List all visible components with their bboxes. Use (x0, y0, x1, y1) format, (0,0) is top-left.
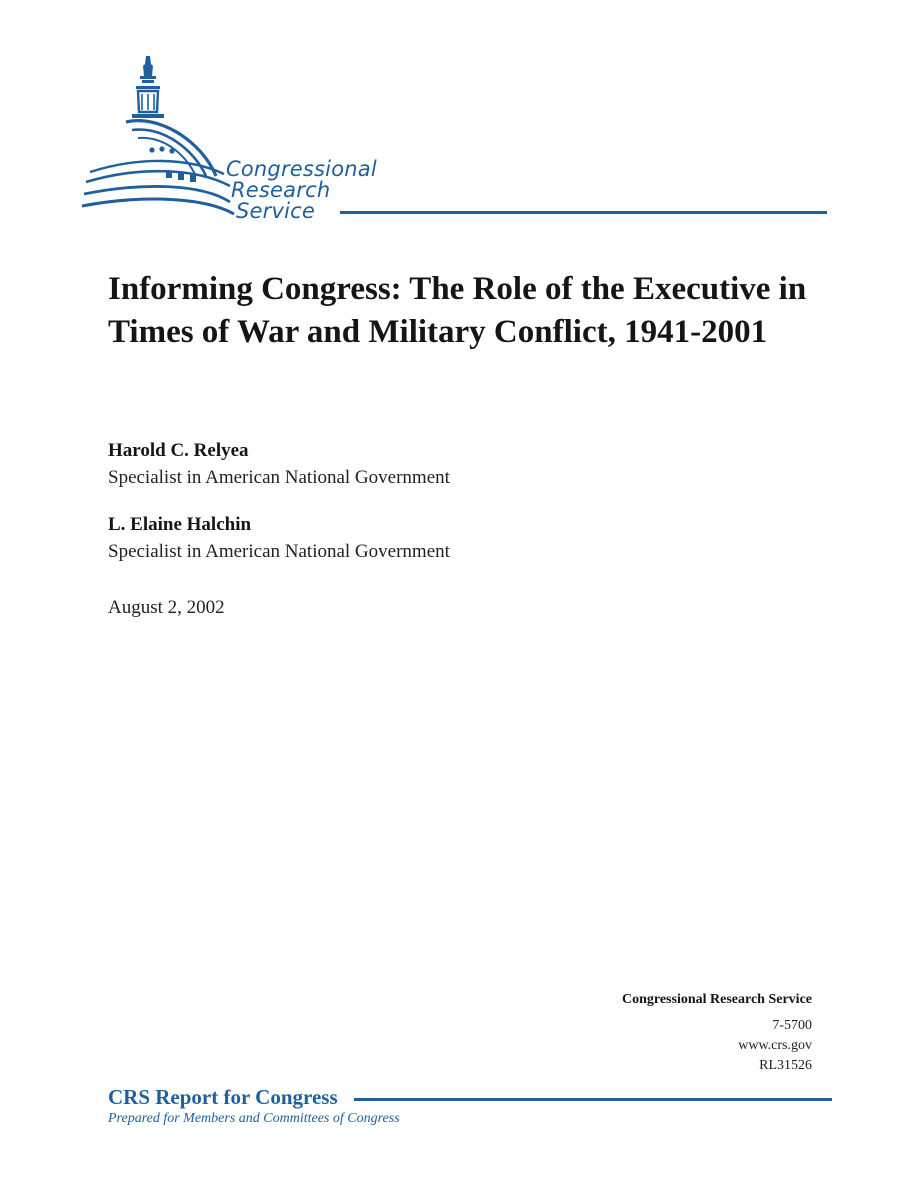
header-rule (340, 211, 827, 214)
crs-logo (80, 52, 420, 224)
report-date: August 2, 2002 (108, 597, 225, 618)
author-name: L. Elaine Halchin (108, 514, 252, 535)
logo-text-congressional: Congressional (226, 157, 377, 181)
footer-rule (354, 1098, 832, 1101)
report-number: RL31526 (759, 1058, 812, 1073)
crs-contact-block (512, 990, 812, 1076)
author-name: Harold C. Relyea (108, 440, 249, 461)
author-role: Specialist in American National Government (108, 541, 450, 562)
logo-text-service: Service (236, 199, 316, 223)
crs-phone: 7-5700 (772, 1018, 812, 1033)
logo-text-research: Research (231, 178, 331, 202)
footer-subtitle: Prepared for Members and Committees of Congress (108, 1111, 400, 1126)
crs-name: Congressional Research Service (621, 992, 812, 1007)
crs-website-link[interactable]: www.crs.gov (738, 1038, 812, 1053)
report-title: Informing Congress: The Role of the Executive in Times of War and Military Conflict, 1941-2001 (108, 271, 807, 350)
author-role: Specialist in American National Government (108, 467, 450, 488)
footer-title: CRS Report for Congress (108, 1085, 338, 1109)
